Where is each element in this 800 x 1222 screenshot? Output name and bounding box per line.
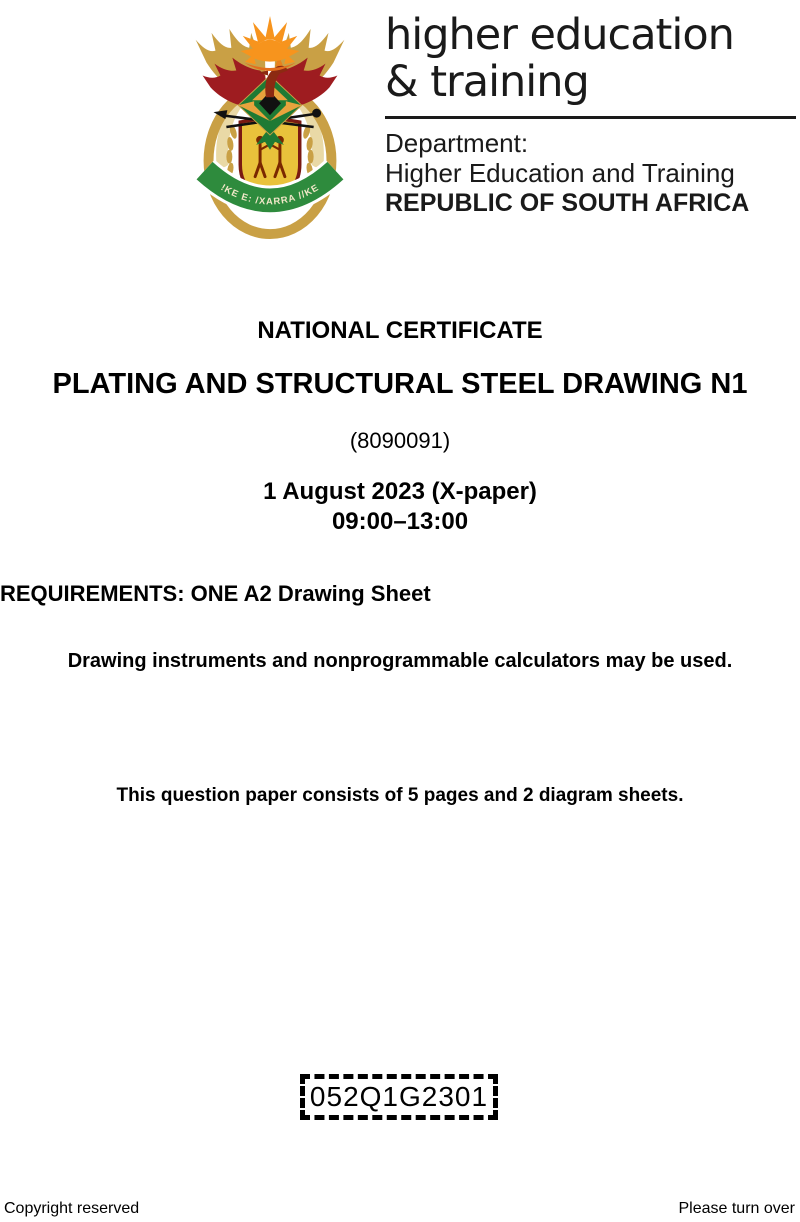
exam-time: 09:00–13:00	[331, 508, 469, 535]
requirements-line: REQUIREMENTS: ONE A2 Drawing Sheet	[0, 581, 431, 606]
subject-code: (8090091)	[349, 428, 451, 453]
exam-code-box	[300, 1074, 498, 1120]
logo-divider	[385, 116, 796, 119]
department-name: Higher Education and Training	[385, 158, 735, 188]
exam-date: 1 August 2023 (X-paper)	[263, 478, 537, 505]
pages-note: This question paper consists of 5 pages and 2 diagram sheets.	[116, 785, 684, 806]
turn-over-note: Please turn over	[678, 1200, 795, 1217]
instruments-note: Drawing instruments and nonprogrammable calculators may be used.	[67, 650, 733, 672]
copyright-note: Copyright reserved	[4, 1200, 140, 1217]
logo-text-block	[385, 12, 796, 218]
logo-line-2: & training	[385, 57, 589, 107]
coat-of-arms	[180, 14, 360, 242]
country-name: REPUBLIC OF SOUTH AFRICA	[385, 189, 750, 217]
subject-title: PLATING AND STRUCTURAL STEEL DRAWING N1	[52, 368, 748, 400]
logo-line-1: higher education	[385, 10, 734, 60]
department-label: Department:	[385, 128, 529, 158]
motto-text: !KE E: /XARRA //KE	[219, 181, 321, 207]
certificate-title: NATIONAL CERTIFICATE	[257, 317, 543, 344]
exam-code-text: 052Q1G2301	[309, 1081, 489, 1112]
